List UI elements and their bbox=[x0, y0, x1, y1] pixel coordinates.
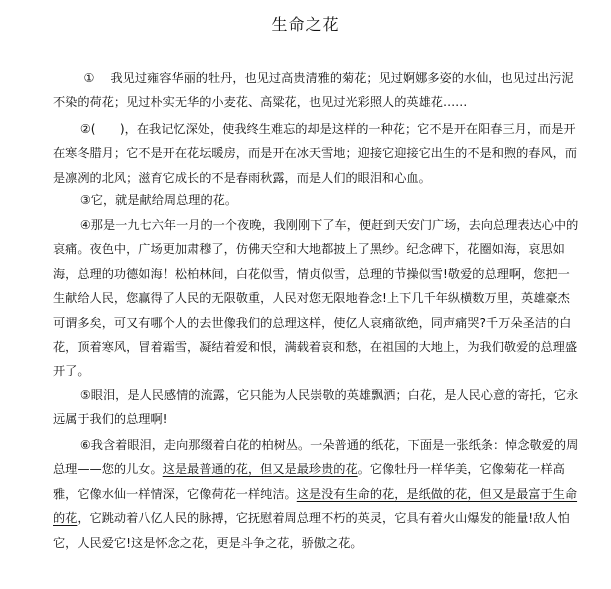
document-title: 生命之花 bbox=[271, 15, 340, 34]
paragraph-1: ① 我见过雍容华丽的牡丹，也见过高贵清雅的菊花；见过婀娜多姿的水仙，也见过出污泥不染的荷花；见过朴实无华的小麦花、高粱花，也见过光彩照人的英雄花…… bbox=[53, 71, 574, 110]
paragraph-4-block bbox=[53, 213, 581, 384]
paragraph-1-block bbox=[53, 66, 581, 115]
paragraph-4: ④那是一九七六年一月的一个夜晚，我刚刚下了车，便赶到天安门广场，去向总理表达心中的哀痛。夜色中，广场更加肃穆了，仿佛天空和大地都披上了黑纱。纪念碑下，花圈如海，哀思如海，总理的功德如海！松柏林间，白花似雪，情贞似雪，总理的节操似雪!敬爱的总理啊，您把一生献给人民，您赢得了人民的无限敬重，人民对您无限地眷念!上下几千年纵横数万里，英雄豪杰可谓多矣，可又有哪个人的去世像我们的总理这样，使亿人哀痛欲绝，同声痛哭?千万朵圣洁的白花，顶着寒风，冒着霜雪，凝结着爱和恨，满载着哀和愁，在祖国的大地上，为我们敬爱的总理盛开了。 bbox=[53, 218, 579, 379]
underlined-sentence-2: 这是没有生命的花，是纸做的花，但又是最富于生命的花 bbox=[53, 486, 578, 526]
paragraph-6-intro: ⑥我含着眼泪，走向那缀着白花的柏树丛。一朵普通的纸花，下面是一张纸条：悼念敬爱的周总理——您的儿女。 bbox=[53, 438, 579, 477]
paragraph-6-middle: 。它像牡丹一样华美，它像菊花一样高雅，它像水仙一样情深，它像荷花一样纯洁。 bbox=[53, 462, 565, 501]
paragraph-6-ending: ，它跳动着八亿人民的脉搏，它抚慰着周总理不朽的英灵，它具有着火山爆发的能量!敌人怕它，人民爱它!这是怀念之花，更是斗争之花，骄傲之花。 bbox=[53, 511, 570, 550]
paragraph-2-block bbox=[53, 117, 581, 190]
paragraph-3: ③它，就是献给周总理的花。 bbox=[79, 193, 238, 207]
paragraph-6 bbox=[53, 433, 581, 555]
paragraph-3-block bbox=[53, 188, 581, 212]
paragraph-6-block bbox=[53, 433, 581, 555]
underlined-sentence-1: 这是最普通的花，但又是最珍贵的花 bbox=[162, 462, 358, 477]
paragraph-5-block bbox=[53, 383, 581, 432]
paragraph-5: ⑤眼泪，是人民感情的流露，它只能为人民崇敬的英雄飘洒；白花，是人民心意的寄托，它永远属于我们的总理啊! bbox=[53, 388, 579, 427]
paragraph-2: ②( )，在我记忆深处，使我终生难忘的却是这样的一种花；它不是开在阳春三月，而是开在寒冬腊月；它不是开在花坛暖房，而是开在冰天雪地；迎接它迎接它出生的不是和煦的春风，而是凛冽的北风；滋育它成长的不是春雨秋露，而是人们的眼泪和心血。 bbox=[53, 122, 578, 185]
